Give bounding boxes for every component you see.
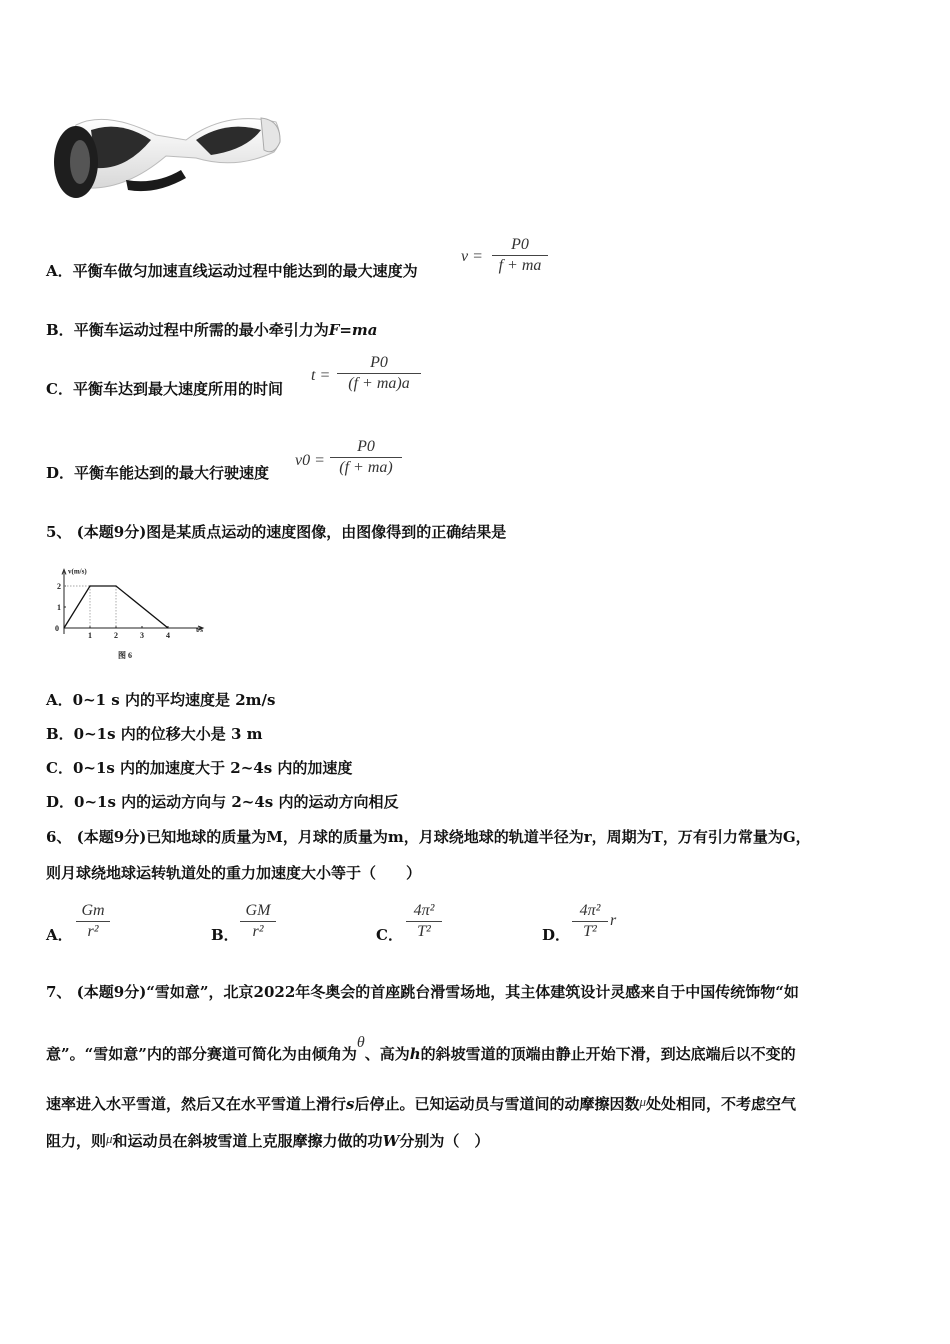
q6-option-d-label: D．	[542, 926, 571, 944]
q7-line1: 7、 (本题9分)“雪如意”，北京2022年冬奥会的首座跳台滑雪场地，其主体建筑设计灵感来自于中国传统饰物“如	[46, 983, 799, 1001]
q7-s: s	[346, 1095, 355, 1113]
q7-line2: 意”。“雪如意”内的部分赛道可简化为由倾角为θ、高为h的斜坡雪道的顶端由静止开始下滑，到达底端后以不变的	[46, 1034, 796, 1063]
velocity-point	[115, 585, 116, 586]
q5-option-a: A．0~1 s 内的平均速度是 2m/s	[46, 691, 276, 709]
chart-caption: 图 6	[118, 651, 132, 660]
x-tick-label: 0	[55, 624, 59, 633]
q7-mu: μ	[639, 1094, 647, 1109]
x-tick-label: 3	[140, 631, 144, 640]
x-axis-label: t/s	[196, 626, 203, 634]
q6-option-c-fraction: 4π² T²	[406, 902, 442, 941]
q6-option-b-fraction: GM r²	[240, 902, 276, 941]
q4-option-c: C．平衡车达到最大速度所用的时间	[46, 380, 283, 398]
q5-option-d: D．0~1s 内的运动方向与 2~4s 内的运动方向相反	[46, 793, 399, 811]
y-tick-label: 2	[57, 582, 61, 591]
q6-option-b-label: B．	[211, 926, 239, 944]
velocity-point	[89, 585, 90, 586]
q4-d-formula-lhs: v0 =	[295, 452, 325, 469]
q4-option-a: A．平衡车做匀加速直线运动过程中能达到的最大速度为	[46, 262, 418, 280]
q5-option-c: C．0~1s 内的加速度大于 2~4s 内的加速度	[46, 759, 353, 777]
q5-option-b: B．0~1s 内的位移大小是 3 m	[46, 725, 263, 743]
q4-b-formula: F=ma	[328, 321, 378, 339]
y-axis-label: v(m/s)	[68, 567, 87, 576]
q6-option-a-fraction: Gm r²	[76, 902, 110, 941]
q5-velocity-chart	[46, 556, 206, 666]
q6-option-d-fraction: 4π² T²	[572, 902, 608, 941]
q5-stem: 5、 (本题9分)图是某质点运动的速度图像，由图像得到的正确结果是	[46, 523, 507, 541]
q7-theta: θ	[356, 1034, 365, 1051]
q6-stem-line1: 6、 (本题9分)已知地球的质量为M，月球的质量为m，月球绕地球的轨道半径为r，周期为T，万有引力常量为G，	[46, 828, 811, 846]
q6-option-c-label: C．	[376, 926, 403, 944]
q7-line3: 速率进入水平雪道，然后又在水平雪道上滑行s后停止。已知运动员与雪道间的动摩擦因数μ处处相同，不考虑空气	[46, 1094, 797, 1113]
q4-c-fraction: P0 (f + ma)a	[337, 354, 421, 393]
q6-option-d-suffix: r	[610, 912, 617, 929]
q4-c-formula-lhs: t =	[311, 367, 331, 384]
q7-mu-2: μ	[106, 1131, 113, 1146]
y-tick-label: 1	[57, 603, 61, 612]
balance-scooter-image	[46, 100, 286, 220]
velocity-point	[167, 627, 168, 628]
velocity-point	[63, 627, 64, 628]
q6-stem-line2: 则月球绕地球运转轨道处的重力加速度大小等于（ ）	[46, 864, 422, 882]
x-tick-label: 1	[88, 631, 92, 640]
q4-a-fraction: P0 f + ma	[492, 236, 548, 275]
x-tick-label: 2	[114, 631, 118, 640]
q4-a-formula-lhs: v =	[461, 248, 483, 265]
q7-h: h	[409, 1045, 421, 1063]
q4-d-fraction: P0 (f + ma)	[330, 438, 402, 477]
q7-line4: 阻力，则μ和运动员在斜坡雪道上克服摩擦力做的功W分别为（ ）	[46, 1131, 490, 1150]
q7-W: W	[382, 1132, 400, 1150]
q4-option-b: B．平衡车运动过程中所需的最小牵引力为F=ma	[46, 321, 378, 339]
x-tick-label: 4	[166, 631, 170, 640]
q4-option-d: D．平衡车能达到的最大行驶速度	[46, 464, 270, 482]
q6-option-a-label: A．	[46, 926, 73, 944]
